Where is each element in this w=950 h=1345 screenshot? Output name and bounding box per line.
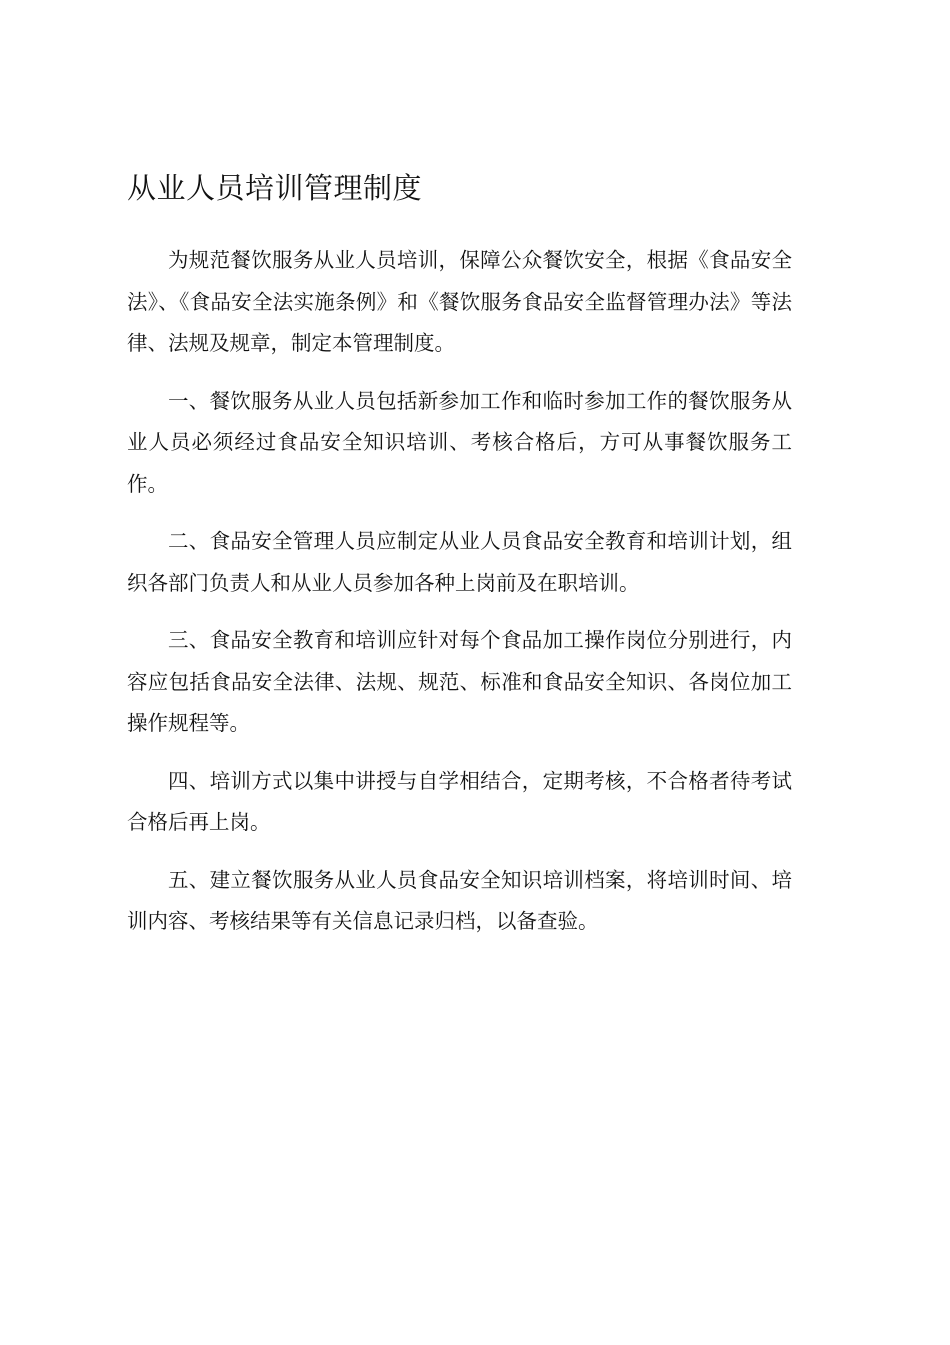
paragraph-item-1: 一、餐饮服务从业人员包括新参加工作和临时参加工作的餐饮服务从业人员必须经过食品安全知识培训、考核合格后，方可从事餐饮服务工作。: [127, 388, 792, 496]
document-page: [127, 168, 792, 943]
paragraph-intro: 为规范餐饮服务从业人员培训，保障公众餐饮安全，根据《食品安全法》、《食品安全法实施条例》和《餐饮服务食品安全监督管理办法》等法律、法规及规章，制定本管理制度。: [127, 248, 792, 355]
paragraph-item-5: 五、建立餐饮服务从业人员食品安全知识培训档案，将培训时间、培训内容、考核结果等有关信息记录归档，以备查验。: [127, 867, 792, 933]
paragraph-item-3: 三、食品安全教育和培训应针对每个食品加工操作岗位分别进行，内容应包括食品安全法律、法规、规范、标准和食品安全知识、各岗位加工操作规程等。: [127, 628, 792, 735]
paragraph-item-2: 二、食品安全管理人员应制定从业人员食品安全教育和培训计划，组织各部门负责人和从业人员参加各种上岗前及在职培训。: [127, 529, 792, 595]
paragraph-item-4: 四、培训方式以集中讲授与自学相结合，定期考核，不合格者待考试合格后再上岗。: [127, 768, 792, 834]
document-title: 从业人员培训管理制度: [127, 171, 423, 205]
